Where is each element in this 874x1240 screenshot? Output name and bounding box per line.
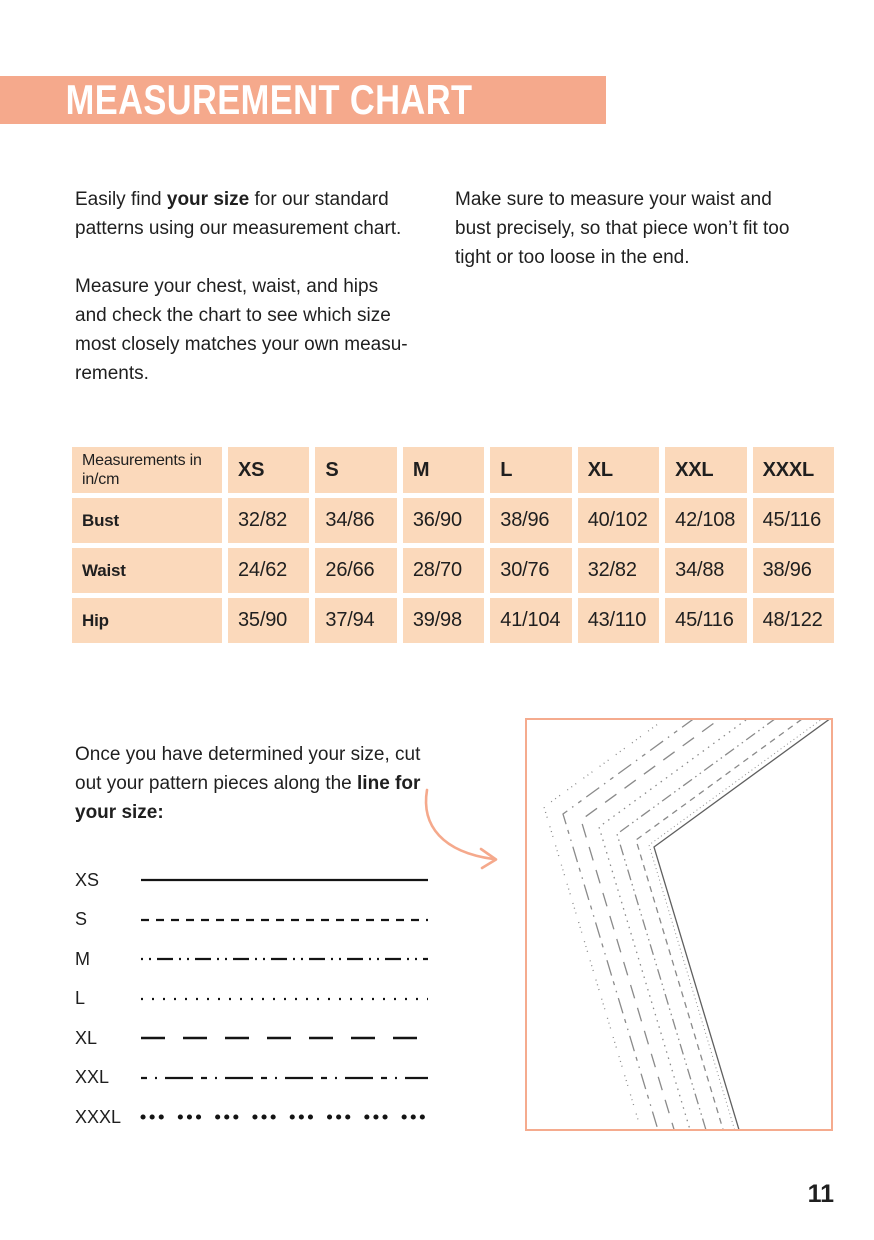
table-cell: 28/70 [403, 548, 484, 593]
table-cell: 26/66 [315, 548, 396, 593]
size-header-m: M [403, 447, 484, 493]
cut-instructions [75, 740, 443, 827]
table-cell: 48/122 [753, 598, 834, 643]
table-cell: 34/86 [315, 498, 396, 543]
table-cell: 40/102 [578, 498, 659, 543]
table-cell: 37/94 [315, 598, 396, 643]
legend-row-xl [75, 1026, 430, 1050]
legend-label: S [75, 909, 88, 929]
legend-row-xs [75, 868, 430, 892]
size-line-legend [75, 868, 430, 1145]
legend-label: M [75, 948, 90, 969]
long-dash-line-swatch [140, 1034, 430, 1042]
size-header-xxl: XXL [665, 447, 746, 493]
dash-dot-long-dash-line-swatch [140, 1074, 430, 1082]
legend-label: XS [75, 869, 100, 890]
legend-row-xxl [75, 1066, 430, 1090]
legend-label: XXL [75, 1067, 110, 1087]
dashed-line-swatch [140, 916, 430, 924]
cut-paragraph: Once you have determined your size, cut out your pattern pieces along the line for your size: [75, 744, 421, 823]
legend-row-xxxl [75, 1105, 430, 1129]
pattern-corner-illustration [525, 718, 833, 1131]
solid-line-swatch [140, 876, 430, 884]
measurement-table [72, 447, 834, 643]
table-cell: 45/116 [665, 598, 746, 643]
intro-paragraph-1: Easily find your size for our standard patterns using our measurement chart. [75, 189, 402, 239]
table-cell: 24/62 [228, 548, 309, 593]
title-bar [0, 76, 606, 124]
table-cell: 36/90 [403, 498, 484, 543]
table-corner-header: Measurements in in/cm [72, 447, 222, 493]
table-cell: 43/110 [578, 598, 659, 643]
size-header-l: L [490, 447, 571, 493]
row-label-hip: Hip [72, 598, 222, 643]
table-cell: 35/90 [228, 598, 309, 643]
table-cell: 42/108 [665, 498, 746, 543]
table-cell: 32/82 [228, 498, 309, 543]
size-header-xxxl: XXXL [753, 447, 834, 493]
table-cell: 38/96 [490, 498, 571, 543]
legend-row-l [75, 987, 430, 1011]
table-cell: 30/76 [490, 548, 571, 593]
legend-row-s [75, 908, 430, 932]
intro-left-column [75, 185, 411, 388]
pattern-lines-drawing [527, 720, 833, 1131]
intro-paragraph-3: Make sure to measure your waist and bust precisely, so that piece won’t fit too tight or too loose in the end. [455, 189, 790, 268]
intro-paragraph-2: Measure your chest, waist, and hips and check the chart to see which size most closely matches your own measurements. [75, 276, 408, 384]
dot-groups-line-swatch [140, 1113, 430, 1121]
legend-label: XXXL [75, 1106, 122, 1127]
legend-row-m [75, 947, 430, 971]
size-header-s: S [315, 447, 396, 493]
page-title: MEASUREMENT CHART [65, 76, 473, 123]
table-cell: 41/104 [490, 598, 571, 643]
size-header-xl: XL [578, 447, 659, 493]
row-label-bust: Bust [72, 498, 222, 543]
page-number: 11 [807, 1180, 834, 1208]
size-header-xs: XS [228, 447, 309, 493]
table-cell: 45/116 [753, 498, 834, 543]
row-label-waist: Waist [72, 548, 222, 593]
table-cell: 34/88 [665, 548, 746, 593]
dash-dot-dot-line-swatch [140, 955, 430, 963]
curved-arrow-icon [405, 782, 510, 877]
table-cell: 38/96 [753, 548, 834, 593]
dotted-line-swatch [140, 995, 430, 1003]
legend-label: L [75, 988, 86, 1008]
legend-label: XL [75, 1027, 98, 1048]
table-cell: 32/82 [578, 548, 659, 593]
intro-right-column [455, 185, 800, 272]
table-cell: 39/98 [403, 598, 484, 643]
